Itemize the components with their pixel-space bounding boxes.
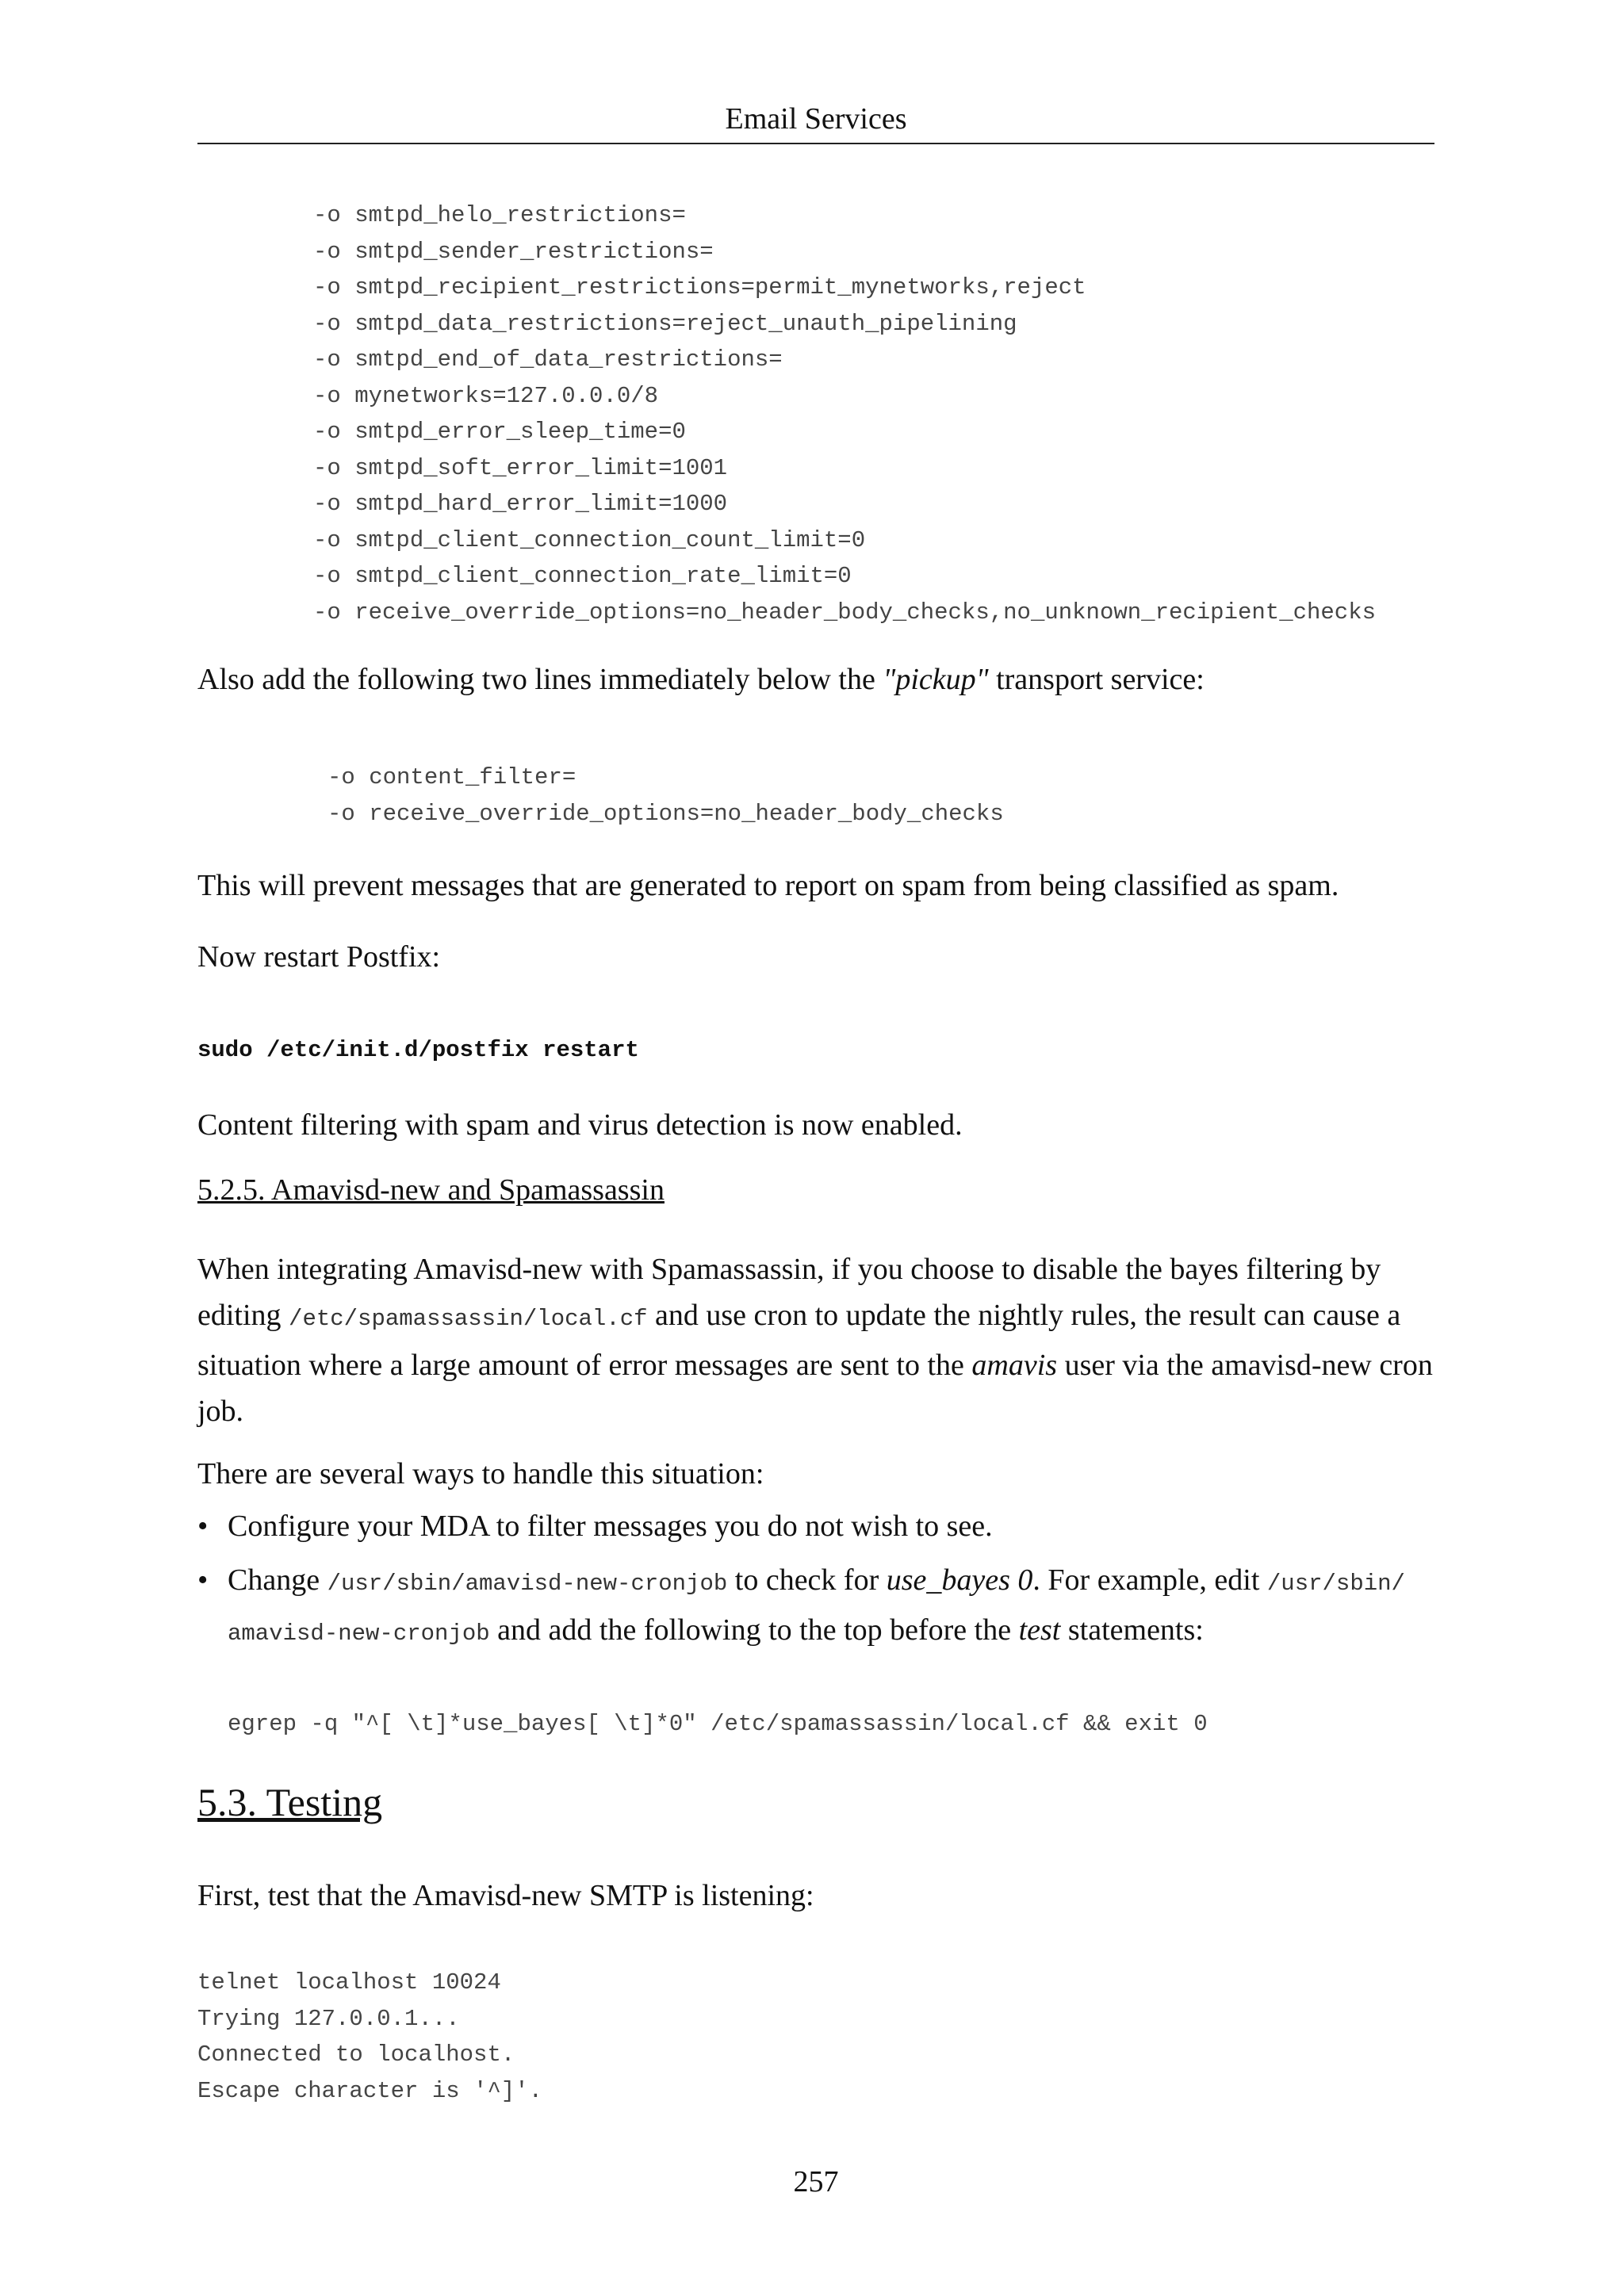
emphasis-use-bayes: use_bayes 0: [886, 1563, 1033, 1597]
code-line: -o smtpd_helo_restrictions=: [313, 202, 686, 228]
text-span: and use cron to update the nightly rules, the result can cause a situation where a large amount of error messages are sent to the: [197, 1299, 1401, 1382]
code-line: -o smtpd_error_sleep_time=0: [313, 419, 686, 445]
bullet-list: [197, 1503, 1438, 1665]
code-line: Connected to localhost.: [197, 2042, 515, 2068]
text-span: Also add the following two lines immediately below the: [197, 663, 883, 696]
code-line: -o mynetworks=127.0.0.0/8: [313, 382, 659, 409]
text-span: Change: [228, 1563, 327, 1597]
paragraph-ways: There are several ways to handle this situation:: [197, 1457, 764, 1490]
inline-code: /usr/sbin/ amavisd-new-cronjob: [228, 1571, 1405, 1647]
code-block-smtpd-options: [313, 197, 1376, 630]
page-number: 257: [793, 2165, 839, 2198]
restart-command: sudo /etc/init.d/postfix restart: [197, 1037, 639, 1063]
bullet-marker: •: [197, 1563, 209, 1597]
emphasis-test: test: [1018, 1613, 1061, 1647]
text-span: Configure your MDA to filter messages you do not wish to see.: [228, 1510, 993, 1543]
code-line: telnet localhost 10024: [197, 1969, 501, 1996]
egrep-command: egrep -q "^[ \t]*use_bayes[ \t]*0" /etc/spamassassin/local.cf && exit 0: [228, 1711, 1208, 1737]
paragraph-enabled: Content filtering with spam and virus detection is now enabled.: [197, 1108, 963, 1142]
emphasis-pickup: "pickup": [883, 663, 989, 696]
text-span: and add the following to the top before the: [489, 1613, 1019, 1647]
inline-code: /usr/sbin/amavisd-new-cronjob: [327, 1571, 728, 1597]
code-line: -o smtpd_data_restrictions=reject_unauth_pipelining: [313, 310, 1017, 337]
inline-code: /etc/spamassassin/local.cf: [289, 1306, 648, 1332]
list-item: [197, 1557, 1438, 1657]
paragraph-integrating: [197, 1246, 1438, 1434]
paragraph-first-test: First, test that the Amavisd-new SMTP is listening:: [197, 1879, 814, 1912]
code-line: -o receive_override_options=no_header_body_checks: [327, 800, 1004, 827]
text-span: to check for: [727, 1563, 887, 1597]
code-line: -o receive_override_options=no_header_body_checks,no_unknown_recipient_checks: [313, 599, 1377, 626]
code-line: -o smtpd_end_of_data_restrictions=: [313, 346, 783, 373]
text-span: . For example, edit: [1032, 1563, 1267, 1597]
code-line: -o content_filter=: [327, 764, 576, 790]
code-block-pickup: [327, 760, 1004, 832]
code-line: Escape character is '^]'.: [197, 2077, 543, 2104]
text-span: When integrating Amavisd-new with Spamassassin, if you choose to disable the bayes filtering by editing: [197, 1253, 1381, 1332]
text-span: user via the amavisd-new cron job.: [197, 1349, 1433, 1428]
bullet-marker: •: [197, 1510, 209, 1543]
paragraph-restart: Now restart Postfix:: [197, 940, 441, 974]
text-span: transport service:: [988, 663, 1205, 696]
section-heading-5-3: 5.3. Testing: [197, 1780, 383, 1824]
header-rule: [197, 143, 1434, 144]
code-line: -o smtpd_recipient_restrictions=permit_mynetworks,reject: [313, 274, 1086, 300]
code-line: -o smtpd_hard_error_limit=1000: [313, 491, 728, 517]
paragraph-pickup: [197, 656, 1438, 702]
code-line: -o smtpd_client_connection_count_limit=0: [313, 526, 866, 553]
code-line: Trying 127.0.0.1...: [197, 2005, 460, 2032]
text-span: statements:: [1060, 1613, 1204, 1647]
section-heading-5-2-5: 5.2.5. Amavisd-new and Spamassassin: [197, 1173, 665, 1207]
code-line: -o smtpd_soft_error_limit=1001: [313, 454, 728, 481]
paragraph-prevent: This will prevent messages that are generated to report on spam from being classified as spam.: [197, 869, 1339, 902]
code-line: -o smtpd_client_connection_rate_limit=0: [313, 563, 852, 589]
emphasis-amavis: amavis: [971, 1349, 1058, 1382]
running-header: Email Services: [725, 102, 907, 136]
code-block-telnet: [197, 1965, 542, 2109]
list-item: [197, 1503, 1438, 1549]
code-line: -o smtpd_sender_restrictions=: [313, 238, 714, 265]
